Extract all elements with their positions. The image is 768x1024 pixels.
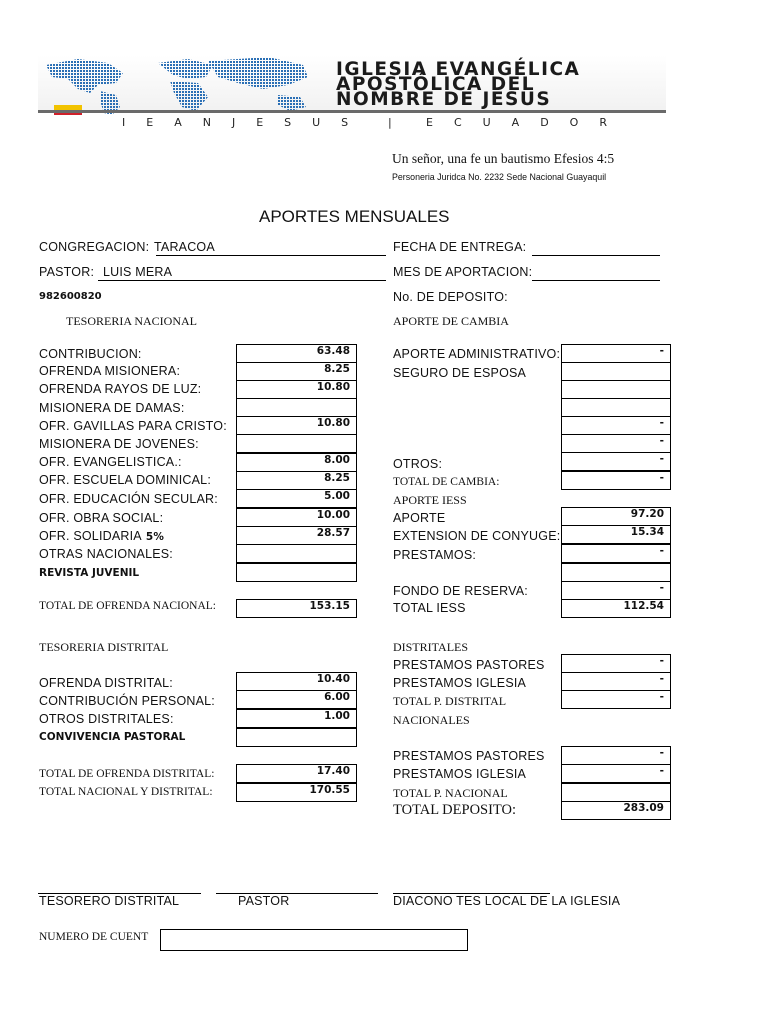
pastor-label: PASTOR: — [39, 265, 95, 279]
prest-nac-heading: NACIONALES — [393, 713, 470, 727]
total-nacional-box[interactable]: 153.15 — [236, 599, 357, 618]
cuenta-label: NUMERO DE CUENT — [39, 931, 149, 943]
prest-nac-pastores-box[interactable]: - — [561, 746, 671, 765]
nacional-row-box[interactable]: 8.00 — [236, 453, 357, 472]
prest-dist-total-label: TOTAL P. DISTRITAL — [393, 694, 507, 708]
congregacion-field[interactable]: TARACOA — [154, 240, 215, 254]
fecha-field[interactable] — [532, 255, 660, 256]
otros-label: OTROS: — [393, 457, 443, 471]
prest-dist-iglesia-label: PRESTAMOS IGLESIA — [393, 676, 527, 690]
congregacion-line — [156, 255, 386, 256]
dist-row-label: OTROS DISTRITALES: — [39, 712, 174, 726]
cambia-blank-box[interactable] — [561, 380, 671, 399]
fecha-label: FECHA DE ENTREGA: — [393, 240, 527, 254]
prest-dist-total-box[interactable]: - — [561, 690, 671, 709]
nacional-row-box[interactable]: 8.25 — [236, 471, 357, 490]
fondo-box[interactable]: - — [561, 581, 671, 600]
mes-label: MES DE APORTACION: — [393, 265, 533, 279]
total-deposito-label: TOTAL DEPOSITO: — [393, 802, 517, 818]
total-distrital-box[interactable]: 17.40 — [236, 764, 357, 783]
nacional-row-label — [39, 492, 218, 506]
motto: Un señor, una fe un bautismo Efesios 4:5 — [392, 151, 615, 166]
signature-diacono-label: DIACONO TES LOCAL DE LA IGLESIA — [393, 894, 621, 908]
total-iess-label: TOTAL IESS — [393, 601, 466, 615]
prest-nac-total-box[interactable] — [561, 783, 671, 802]
nacional-row-label-text: OFR. EDUCACIÓN SECULAR: — [39, 492, 218, 506]
legal-info: Personeria Juridca No. 2232 Sede Nacional Guayaquil — [392, 172, 607, 183]
header-sub-right: ECUADOR — [426, 116, 628, 129]
nacional-row-box[interactable] — [236, 544, 357, 563]
dist-row-box[interactable]: 10.40 — [236, 672, 357, 691]
phone-number: 982600820 — [39, 291, 102, 302]
nacional-row-label-text: OFR. GAVILLAS PARA CRISTO: — [39, 419, 227, 433]
cambia-blank-box[interactable]: - — [561, 416, 671, 435]
prest-dist-heading: DISTRITALES — [393, 640, 469, 654]
total-deposito-box[interactable]: 283.09 — [561, 801, 671, 820]
signature-pastor-label: PASTOR — [238, 894, 290, 908]
nacional-row-label-text: CONTRIBUCION: — [39, 347, 142, 361]
otros-box[interactable]: - — [561, 452, 671, 471]
header-sub-left: IEANJESUS — [122, 116, 370, 129]
header-sub-separator: | — [388, 116, 392, 129]
world-map-logo — [38, 55, 328, 115]
seguro-label: SEGURO DE ESPOSA — [393, 366, 527, 380]
nacional-row-label-text: OFRENDA RAYOS DE LUZ: — [39, 382, 202, 396]
mes-field[interactable] — [532, 280, 660, 281]
nacional-row-label-text: MISIONERA DE DAMAS: — [39, 401, 185, 415]
prestamos-iess-label: PRESTAMOS: — [393, 548, 477, 562]
nacional-row-label — [39, 382, 201, 396]
pastor-field[interactable]: LUIS MERA — [103, 265, 173, 279]
church-name-line1: IGLESIA EVANGÉLICA — [336, 59, 581, 80]
nacional-row-box[interactable]: 63.48 — [236, 344, 357, 363]
seguro-box[interactable] — [561, 362, 671, 381]
pastor-line — [98, 280, 386, 281]
prest-nac-iglesia-label: PRESTAMOS IGLESIA — [393, 767, 527, 781]
total-distrital-label: TOTAL DE OFRENDA DISTRITAL: — [39, 768, 215, 780]
dist-row-label: CONVIVENCIA PASTORAL — [39, 731, 186, 743]
church-name-line3: NOMBRE DE JESÚS — [336, 89, 552, 110]
solidaria-percent: 5% — [145, 531, 165, 543]
total-nac-dist-label: TOTAL NACIONAL Y DISTRITAL: — [39, 786, 213, 798]
form-title: APORTES MENSUALES — [259, 207, 450, 226]
dist-row-label: OFRENDA DISTRITAL: — [39, 676, 173, 690]
nacional-row-label-text: OFR. EVANGELISTICA.: — [39, 455, 182, 469]
total-nacional-label: TOTAL DE OFRENDA NACIONAL: — [39, 600, 217, 612]
prest-nac-total-label: TOTAL P. NACIONAL — [393, 786, 508, 800]
nacional-row-box[interactable] — [236, 398, 357, 417]
prest-dist-pastores-box[interactable]: - — [561, 654, 671, 673]
prest-nac-pastores-label: PRESTAMOS PASTORES — [393, 749, 545, 763]
church-name-line2: APOSTÓLICA DEL — [336, 74, 536, 95]
cuenta-input[interactable] — [160, 929, 468, 951]
prest-dist-iglesia-box[interactable]: - — [561, 672, 671, 691]
fondo-label: FONDO DE RESERVA: — [393, 584, 528, 598]
nacional-row-box[interactable]: 10.80 — [236, 416, 357, 435]
nacional-row-label-text: OFR. SOLIDARIA — [39, 529, 142, 543]
header-divider — [38, 110, 666, 113]
nacional-row-label-text: REVISTA JUVENIL — [39, 567, 140, 579]
total-nac-dist-box[interactable]: 170.55 — [236, 783, 357, 802]
nacional-row-label — [39, 473, 211, 487]
nacional-row-box[interactable]: 10.80 — [236, 380, 357, 399]
admin-label: APORTE ADMINISTRATIVO: — [393, 347, 561, 361]
prest-dist-pastores-label: PRESTAMOS PASTORES — [393, 658, 545, 672]
admin-box[interactable]: - — [561, 344, 671, 363]
dist-row-box[interactable]: 6.00 — [236, 690, 357, 709]
aporte-iess-box[interactable]: 97.20 — [561, 507, 671, 526]
nacional-row-label — [39, 455, 182, 469]
aporte-iess-label: APORTE — [393, 511, 446, 525]
nacional-row-label — [39, 437, 199, 451]
conyuge-box[interactable]: 15.34 — [561, 525, 671, 544]
nacional-heading: TESORERIA NACIONAL — [66, 314, 197, 328]
iess-blank-box[interactable] — [561, 563, 671, 582]
nacional-row-box[interactable]: 5.00 — [236, 489, 357, 508]
nacional-row-box[interactable]: 10.00 — [236, 508, 357, 527]
nacional-row-label-text: OFRENDA MISIONERA: — [39, 364, 181, 378]
nacional-row-label-text: MISIONERA DE JOVENES: — [39, 437, 199, 451]
nacional-row-label — [39, 529, 164, 543]
deposito-label: No. DE DEPOSITO: — [393, 290, 508, 304]
nacional-row-box[interactable] — [236, 563, 357, 582]
total-cambia-box[interactable]: - — [561, 471, 671, 490]
nacional-row-label — [39, 511, 163, 525]
nacional-row-label-text: OFR. OBRA SOCIAL: — [39, 511, 164, 525]
nacional-row-label — [39, 364, 180, 378]
cambia-blank-box[interactable]: - — [561, 434, 671, 453]
conyuge-label: EXTENSION DE CONYUGE: — [393, 529, 561, 543]
nacional-row-label — [39, 419, 227, 433]
nacional-row-label — [39, 347, 142, 361]
distrital-heading: TESORERIA DISTRITAL — [39, 640, 169, 654]
nacional-row-box[interactable]: 28.57 — [236, 526, 357, 545]
dist-row-box[interactable]: 1.00 — [236, 709, 357, 728]
nacional-row-box[interactable]: 8.25 — [236, 362, 357, 381]
signature-tesorero-label: TESORERO DISTRITAL — [39, 894, 180, 908]
iess-heading: APORTE IESS — [393, 493, 467, 507]
prestamos-iess-box[interactable]: - — [561, 544, 671, 563]
dist-row-label: CONTRIBUCIÓN PERSONAL: — [39, 694, 215, 708]
congregacion-label: CONGREGACION: — [39, 240, 150, 254]
nacional-row-label — [39, 567, 139, 579]
nacional-row-label-text: OTRAS NACIONALES: — [39, 547, 173, 561]
nacional-row-label-text: OFR. ESCUELA DOMINICAL: — [39, 473, 211, 487]
cambia-heading: APORTE DE CAMBIA — [393, 314, 509, 328]
dist-row-box[interactable] — [236, 728, 357, 747]
nacional-row-label — [39, 547, 173, 561]
prest-nac-iglesia-box[interactable]: - — [561, 764, 671, 783]
nacional-row-label — [39, 401, 185, 415]
total-iess-box[interactable]: 112.54 — [561, 599, 671, 618]
total-cambia-label: TOTAL DE CAMBIA: — [393, 476, 500, 488]
cambia-blank-box[interactable] — [561, 398, 671, 417]
nacional-row-box[interactable] — [236, 434, 357, 453]
